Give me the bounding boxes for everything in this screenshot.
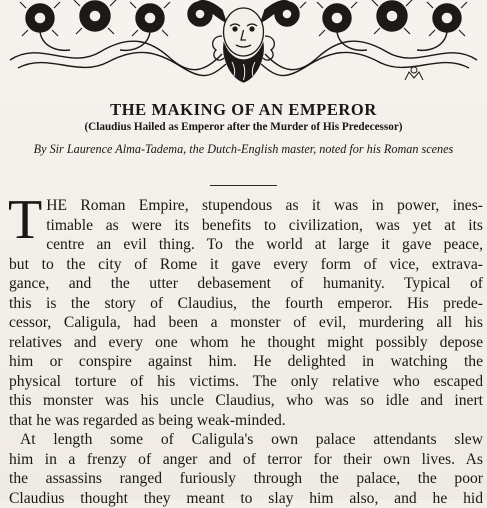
body-line: physical torture of his victims. The only relative who escaped — [9, 372, 483, 392]
flower-motif-left — [26, 1, 212, 32]
article-body — [9, 196, 483, 508]
body-line: HE Roman Empire, stupendous as it was in power, ines- — [9, 196, 483, 216]
body-line: centre an evil thing. To the world at large it gave peace, — [9, 235, 483, 255]
article-title: THE MAKING OF AN EMPEROR — [0, 100, 487, 120]
section-divider-rule — [210, 185, 277, 186]
article-byline: By Sir Laurence Alma-Tadema, the Dutch-English master, noted for his Roman scenes — [18, 141, 469, 157]
body-line: him in a frenzy of anger and of terror for their own lives. As — [9, 450, 483, 470]
body-line: that he was regarded as being weak-minded. — [9, 411, 483, 431]
body-line: gance, and the utter debasement of humanity. Typical of — [9, 274, 483, 294]
article-subtitle: (Claudius Hailed as Emperor after the Murder of His Predecessor) — [0, 121, 487, 133]
body-line: At length some of Caligula's own palace attendants slew — [9, 430, 483, 450]
body-line: this is the story of Claudius, the fourth emperor. His prede- — [9, 294, 483, 314]
drop-cap-letter: T — [8, 198, 42, 238]
left-vine — [10, 41, 222, 70]
body-line: the assassins ranged furiously through the palace, the poor — [9, 469, 483, 489]
art-nouveau-header-ornament — [0, 0, 487, 86]
body-line: Claudius thought they meant to slay him also, and he hid — [9, 489, 483, 508]
body-line: cessor, Caligula, had been a monster of evil, murdering all his — [9, 313, 483, 333]
body-line: him or conspire against him. He delighted in watching the — [9, 352, 483, 372]
body-line: but to the city of Rome it gave every form of vice, extrava- — [9, 255, 483, 275]
right-vine — [265, 41, 477, 70]
body-line: this monster was his uncle Claudius, who was so idle and inert — [9, 391, 483, 411]
body-line: relatives and every one whom he thought might possibly depose — [9, 333, 483, 353]
artist-monogram — [405, 67, 423, 80]
body-line: timable as were its benefits to civilization, was yet at its — [9, 216, 483, 236]
